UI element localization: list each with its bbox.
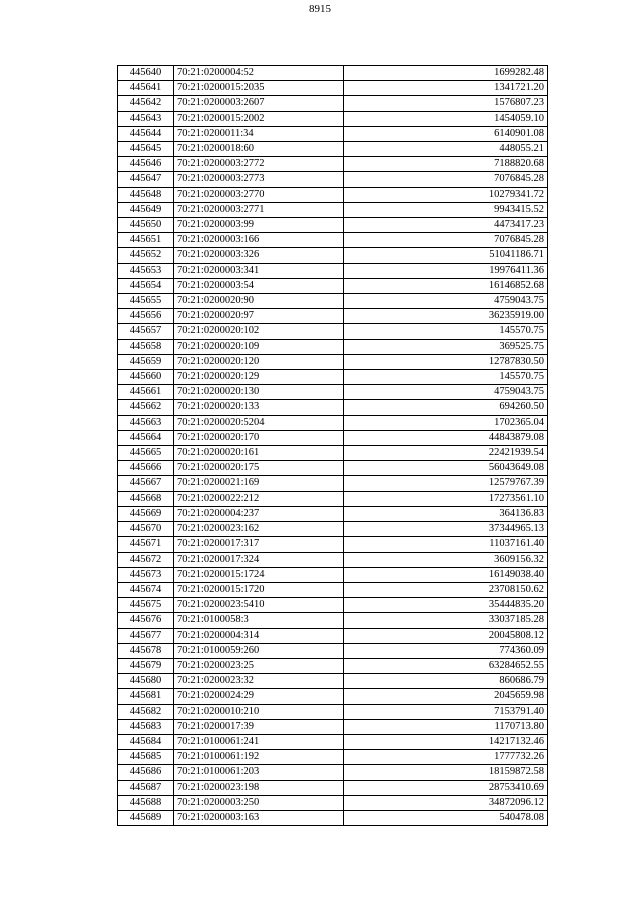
cadastral-number-cell: 70:21:0200003:99 [174,218,344,233]
table-row [118,719,548,734]
cadastral-value-cell: 145570.75 [344,324,548,339]
cadastral-value-cell: 22421939.54 [344,446,548,461]
table-row [118,430,548,445]
table-row [118,461,548,476]
table-row [118,96,548,111]
cadastral-number-cell: 70:21:0100061:203 [174,765,344,780]
cadastral-number-cell: 70:21:0100061:192 [174,750,344,765]
cadastral-value-cell: 56043649.08 [344,461,548,476]
row-id-cell: 445668 [118,491,174,506]
row-id-cell: 445640 [118,66,174,81]
cadastral-number-cell: 70:21:0200004:237 [174,506,344,521]
cadastral-value-cell: 12579767.39 [344,476,548,491]
row-id-cell: 445670 [118,522,174,537]
cadastral-number-cell: 70:21:0200020:97 [174,309,344,324]
cadastral-number-cell: 70:21:0200004:314 [174,628,344,643]
cadastral-value-cell: 7153791.40 [344,704,548,719]
cadastral-number-cell: 70:21:0200020:129 [174,370,344,385]
table-row [118,446,548,461]
cadastral-number-cell: 70:21:0200023:25 [174,658,344,673]
cadastral-value-cell: 28753410.69 [344,780,548,795]
table-row [118,567,548,582]
cadastral-value-cell: 1454059.10 [344,111,548,126]
cadastral-number-cell: 70:21:0200017:317 [174,537,344,552]
row-id-cell: 445650 [118,218,174,233]
table-row [118,704,548,719]
cadastral-number-cell: 70:21:0200011:34 [174,126,344,141]
row-id-cell: 445642 [118,96,174,111]
row-id-cell: 445666 [118,461,174,476]
cadastral-number-cell: 70:21:0200003:163 [174,810,344,825]
table-row [118,157,548,172]
cadastral-number-cell: 70:21:0200004:52 [174,66,344,81]
cadastral-number-cell: 70:21:0200003:326 [174,248,344,263]
cadastral-number-cell: 70:21:0200020:5204 [174,415,344,430]
table-row [118,522,548,537]
cadastral-number-cell: 70:21:0200003:2773 [174,172,344,187]
cadastral-value-cell: 7188820.68 [344,157,548,172]
cadastral-number-cell: 70:21:0200020:130 [174,385,344,400]
table-row [118,491,548,506]
row-id-cell: 445682 [118,704,174,719]
table-row [118,795,548,810]
cadastral-number-cell: 70:21:0200020:175 [174,461,344,476]
cadastral-value-cell: 6140901.08 [344,126,548,141]
cadastral-value-cell: 36235919.00 [344,309,548,324]
row-id-cell: 445649 [118,202,174,217]
cadastral-value-cell: 860686.79 [344,674,548,689]
row-id-cell: 445685 [118,750,174,765]
table-row [118,537,548,552]
table-row [118,400,548,415]
cadastral-value-cell: 35444835.20 [344,598,548,613]
row-id-cell: 445660 [118,370,174,385]
row-id-cell: 445665 [118,446,174,461]
table-row [118,324,548,339]
cadastral-value-cell: 16149038.40 [344,567,548,582]
table-row [118,658,548,673]
cadastral-value-cell: 145570.75 [344,370,548,385]
cadastral-value-cell: 14217132.46 [344,734,548,749]
row-id-cell: 445689 [118,810,174,825]
row-id-cell: 445684 [118,734,174,749]
cadastral-value-cell: 44843879.08 [344,430,548,445]
row-id-cell: 445674 [118,582,174,597]
cadastral-value-cell: 34872096.12 [344,795,548,810]
row-id-cell: 445678 [118,643,174,658]
table-row [118,278,548,293]
row-id-cell: 445658 [118,339,174,354]
cadastral-value-cell: 18159872.58 [344,765,548,780]
table-row [118,111,548,126]
table-row [118,598,548,613]
row-id-cell: 445644 [118,126,174,141]
table-row [118,248,548,263]
table-row [118,613,548,628]
cadastral-value-cell: 7076845.28 [344,172,548,187]
cadastral-number-cell: 70:21:0200017:39 [174,719,344,734]
table-row [118,187,548,202]
cadastral-value-cell: 3609156.32 [344,552,548,567]
row-id-cell: 445646 [118,157,174,172]
cadastral-value-cell: 11037161.40 [344,537,548,552]
cadastral-value-cell: 9943415.52 [344,202,548,217]
row-id-cell: 445641 [118,81,174,96]
cadastral-value-cell: 369525.75 [344,339,548,354]
cadastral-number-cell: 70:21:0200020:120 [174,354,344,369]
row-id-cell: 445681 [118,689,174,704]
row-id-cell: 445645 [118,142,174,157]
table-row [118,552,548,567]
row-id-cell: 445652 [118,248,174,263]
row-id-cell: 445669 [118,506,174,521]
cadastral-number-cell: 70:21:0200023:162 [174,522,344,537]
cadastral-number-cell: 70:21:0200003:2770 [174,187,344,202]
page-number: 8915 [309,3,331,15]
cadastral-number-cell: 70:21:0200020:109 [174,339,344,354]
table-row [118,126,548,141]
row-id-cell: 445653 [118,263,174,278]
cadastral-number-cell: 70:21:0200023:198 [174,780,344,795]
table-row [118,765,548,780]
row-id-cell: 445677 [118,628,174,643]
cadastral-value-cell: 694260.50 [344,400,548,415]
cadastral-number-cell: 70:21:0200020:170 [174,430,344,445]
table-row [118,674,548,689]
cadastral-number-cell: 70:21:0200003:54 [174,278,344,293]
row-id-cell: 445687 [118,780,174,795]
cadastral-value-cell: 540478.08 [344,810,548,825]
row-id-cell: 445686 [118,765,174,780]
table-row [118,780,548,795]
row-id-cell: 445657 [118,324,174,339]
row-id-cell: 445648 [118,187,174,202]
row-id-cell: 445654 [118,278,174,293]
cadastral-value-cell: 23708150.62 [344,582,548,597]
row-id-cell: 445676 [118,613,174,628]
row-id-cell: 445683 [118,719,174,734]
cadastral-value-cell: 2045659.98 [344,689,548,704]
table-row [118,506,548,521]
row-id-cell: 445679 [118,658,174,673]
table-row [118,628,548,643]
table-body [118,66,548,826]
cadastral-number-cell: 70:21:0200015:2002 [174,111,344,126]
row-id-cell: 445664 [118,430,174,445]
row-id-cell: 445662 [118,400,174,415]
row-id-cell: 445651 [118,233,174,248]
cadastral-number-cell: 70:21:0200020:90 [174,294,344,309]
table-row [118,66,548,81]
table-row [118,294,548,309]
table-row [118,582,548,597]
cadastral-value-cell: 20045808.12 [344,628,548,643]
table-row [118,643,548,658]
row-id-cell: 445643 [118,111,174,126]
row-id-cell: 445672 [118,552,174,567]
row-id-cell: 445661 [118,385,174,400]
row-id-cell: 445655 [118,294,174,309]
row-id-cell: 445680 [118,674,174,689]
table-row [118,810,548,825]
row-id-cell: 445663 [118,415,174,430]
table-row [118,81,548,96]
cadastral-number-cell: 70:21:0200003:341 [174,263,344,278]
cadastral-number-cell: 70:21:0200003:2607 [174,96,344,111]
cadastral-value-cell: 774360.09 [344,643,548,658]
table-row [118,202,548,217]
cadastral-number-cell: 70:21:0100058:3 [174,613,344,628]
cadastral-number-cell: 70:21:0200024:29 [174,689,344,704]
cadastral-number-cell: 70:21:0200018:60 [174,142,344,157]
row-id-cell: 445688 [118,795,174,810]
table-row [118,476,548,491]
table-row [118,415,548,430]
table-row [118,309,548,324]
cadastral-value-cell: 10279341.72 [344,187,548,202]
table-row [118,233,548,248]
cadastral-value-cell: 19976411.36 [344,263,548,278]
cadastral-value-cell: 1702365.04 [344,415,548,430]
cadastral-value-cell: 51041186.71 [344,248,548,263]
row-id-cell: 445673 [118,567,174,582]
table-row [118,385,548,400]
table-row [118,142,548,157]
cadastral-value-cell: 1777732.26 [344,750,548,765]
cadastral-value-cell: 4759043.75 [344,385,548,400]
cadastral-number-cell: 70:21:0100059:260 [174,643,344,658]
row-id-cell: 445656 [118,309,174,324]
table-row [118,263,548,278]
cadastral-number-cell: 70:21:0100061:241 [174,734,344,749]
table-row [118,339,548,354]
table-row [118,370,548,385]
cadastral-number-cell: 70:21:0200010:210 [174,704,344,719]
cadastral-value-cell: 1341721.20 [344,81,548,96]
cadastral-value-cell: 63284652.55 [344,658,548,673]
cadastral-number-cell: 70:21:0200020:133 [174,400,344,415]
cadastral-number-cell: 70:21:0200022:212 [174,491,344,506]
cadastral-value-cell: 1576807.23 [344,96,548,111]
row-id-cell: 445675 [118,598,174,613]
cadastral-number-cell: 70:21:0200003:166 [174,233,344,248]
cadastral-number-cell: 70:21:0200023:32 [174,674,344,689]
cadastral-value-cell: 1170713.80 [344,719,548,734]
table-row [118,734,548,749]
row-id-cell: 445659 [118,354,174,369]
cadastral-number-cell: 70:21:0200015:1720 [174,582,344,597]
cadastral-value-cell: 448055.21 [344,142,548,157]
cadastral-number-cell: 70:21:0200003:250 [174,795,344,810]
cadastral-number-cell: 70:21:0200003:2771 [174,202,344,217]
cadastral-number-cell: 70:21:0200017:324 [174,552,344,567]
row-id-cell: 445667 [118,476,174,491]
cadastral-number-cell: 70:21:0200023:5410 [174,598,344,613]
cadastral-number-cell: 70:21:0200020:102 [174,324,344,339]
cadastral-value-cell: 37344965.13 [344,522,548,537]
table-row [118,354,548,369]
cadastral-value-cell: 4759043.75 [344,294,548,309]
cadastral-number-cell: 70:21:0200015:2035 [174,81,344,96]
cadastral-value-cell: 33037185.28 [344,613,548,628]
cadastral-value-cell: 364136.83 [344,506,548,521]
table-row [118,172,548,187]
cadastral-value-cell: 16146852.68 [344,278,548,293]
row-id-cell: 445671 [118,537,174,552]
table-row [118,218,548,233]
cadastral-number-cell: 70:21:0200021:169 [174,476,344,491]
cadastral-value-cell: 1699282.48 [344,66,548,81]
cadastral-number-cell: 70:21:0200015:1724 [174,567,344,582]
cadastral-value-cell: 7076845.28 [344,233,548,248]
cadastral-value-table [117,65,548,826]
cadastral-number-cell: 70:21:0200003:2772 [174,157,344,172]
table-row [118,750,548,765]
row-id-cell: 445647 [118,172,174,187]
cadastral-value-cell: 4473417.23 [344,218,548,233]
cadastral-number-cell: 70:21:0200020:161 [174,446,344,461]
table-row [118,689,548,704]
cadastral-value-cell: 12787830.50 [344,354,548,369]
cadastral-value-cell: 17273561.10 [344,491,548,506]
